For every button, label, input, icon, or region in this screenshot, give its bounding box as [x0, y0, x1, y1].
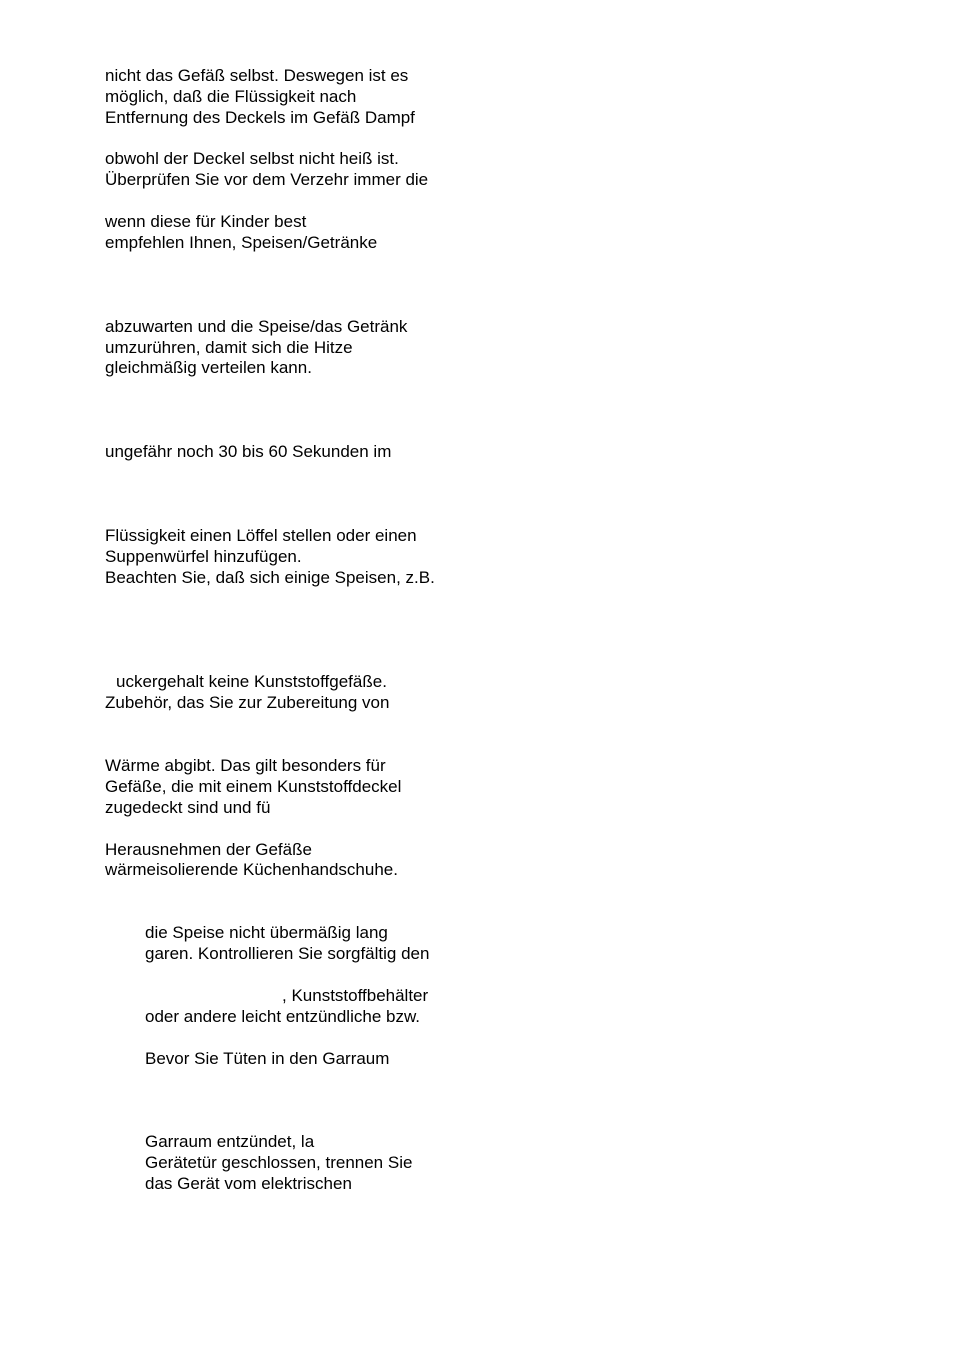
text-line: nicht das Gefäß selbst. Deswegen ist es [105, 66, 409, 85]
text-line: Suppenwürfel hinzufügen. [105, 547, 302, 566]
text-line: wärmeisolierende Küchenhandschuhe. [105, 860, 398, 879]
text-line: gleichmäßig verteilen kann. [105, 358, 312, 377]
text-line: oder andere leicht entzündliche bzw. [145, 1007, 421, 1026]
text-line: Gefäße, die mit einem Kunststoffdeckel [105, 777, 402, 796]
text-line: Wärme abgibt. Das gilt besonders für [105, 756, 386, 775]
text-line: Herausnehmen der Gefäße [105, 840, 312, 859]
text-line: möglich, daß die Flüssigkeit nach [105, 87, 357, 106]
text-line: uckergehalt keine Kunststoffgefäße. [116, 672, 387, 691]
text-line: Überprüfen Sie vor dem Verzehr immer die [105, 170, 429, 189]
text-line: Flüssigkeit einen Löffel stellen oder einen [105, 526, 417, 545]
text-line: abzuwarten und die Speise/das Getränk [105, 317, 408, 336]
text-line: zugedeckt sind und fü [105, 798, 271, 817]
text-line: umzurühren, damit sich die Hitze [105, 338, 353, 357]
text-line: empfehlen Ihnen, Speisen/Getränke [105, 233, 378, 252]
text-line: Bevor Sie Tüten in den Garraum [145, 1049, 390, 1068]
text-line: die Speise nicht übermäßig lang [145, 923, 388, 942]
text-line: Zubehör, das Sie zur Zubereitung von [105, 693, 390, 712]
text-line: wenn diese für Kinder best [105, 212, 307, 231]
text-line: das Gerät vom elektrischen [145, 1174, 352, 1193]
text-line: Entfernung des Deckels im Gefäß Dampf [105, 108, 415, 127]
text-line: ungefähr noch 30 bis 60 Sekunden im [105, 442, 392, 461]
text-line: obwohl der Deckel selbst nicht heiß ist. [105, 149, 399, 168]
text-line: garen. Kontrollieren Sie sorgfältig den [145, 944, 430, 963]
text-line: , Kunststoffbehälter [282, 986, 429, 1005]
text-line: Garraum entzündet, la [145, 1132, 315, 1151]
text-line: Beachten Sie, daß sich einige Speisen, z.B. [105, 568, 435, 587]
text-line: Gerätetür geschlossen, trennen Sie [145, 1153, 413, 1172]
